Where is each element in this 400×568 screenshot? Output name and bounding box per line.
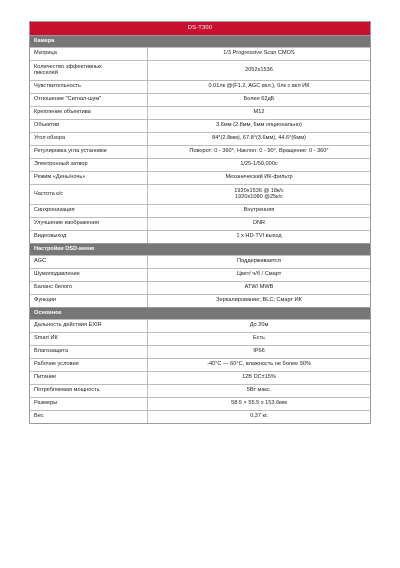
- spec-row: [30, 47, 370, 60]
- spec-row: [30, 106, 370, 119]
- spec-key: Частота к/с: [30, 185, 148, 204]
- spec-key: Чувствительность: [30, 81, 148, 93]
- spec-row: [30, 410, 370, 423]
- spec-key: AGC: [30, 256, 148, 268]
- spec-row: [30, 171, 370, 184]
- spec-key: Матрица: [30, 48, 148, 60]
- spec-row: [30, 93, 370, 106]
- spec-row: [30, 281, 370, 294]
- spec-value: Поддерживается: [237, 258, 281, 265]
- spec-row: [30, 397, 370, 410]
- spec-key: Регулировка угла установки: [30, 146, 148, 158]
- spec-value: 0.01лк @(F1.2, AGC вкл.), 0лк с вкл ИК: [208, 83, 310, 90]
- spec-row: [30, 204, 370, 217]
- spec-key: Количество эффективных пикселей: [30, 61, 148, 80]
- spec-key: Рабочие условия: [30, 359, 148, 371]
- spec-value: 5Вт макс.: [246, 387, 272, 394]
- spec-key: Видеовыход: [30, 231, 148, 243]
- spec-sections: [30, 35, 370, 423]
- spec-key: Smart ИК: [30, 333, 148, 345]
- spec-key: Вес: [30, 411, 148, 423]
- spec-row: [30, 132, 370, 145]
- spec-value: 0,37 кг.: [250, 413, 268, 420]
- spec-value: Цвет/ ч/б / Смарт: [236, 271, 282, 278]
- spec-row: [30, 184, 370, 204]
- spec-value: M12: [253, 109, 265, 116]
- spec-value: Механический ИК-фильтр: [225, 174, 293, 181]
- spec-row: [30, 384, 370, 397]
- spec-value: 12В DC±15%: [242, 374, 276, 381]
- spec-row: [30, 158, 370, 171]
- spec-key: Шумоподавление: [30, 269, 148, 281]
- spec-table: [29, 21, 371, 424]
- spec-value: Поворот: 0 - 360°, Наклон: 0 - 90°, Вращение: 0 - 360°: [189, 148, 329, 155]
- spec-row: [30, 230, 370, 243]
- spec-key: Крепление объектива: [30, 107, 148, 119]
- spec-value: ATW/ MWB: [244, 284, 274, 291]
- spec-key: Питание: [30, 372, 148, 384]
- spec-value: IP66: [253, 348, 265, 355]
- spec-row: [30, 217, 370, 230]
- spec-value: 84°(2.8мм), 67.8°(3.6мм), 44.6°(6мм): [212, 135, 306, 142]
- spec-value: Более 62дБ: [243, 96, 275, 103]
- spec-value: 3.6мм (2.8мм, 6мм опционально): [216, 122, 302, 129]
- spec-key: Угол обзора: [30, 133, 148, 145]
- spec-row: [30, 358, 370, 371]
- product-title: DS-T300: [30, 22, 370, 35]
- spec-value: 1920x1536 @ 18к/с 1920x1080 @25к/с: [234, 187, 284, 200]
- spec-row: [30, 294, 370, 307]
- spec-value: 58.5 × 55.5 x 153.6мм: [231, 400, 287, 407]
- spec-row: [30, 60, 370, 80]
- spec-value: -40°C — 60°C, влажность не более 90%: [207, 361, 311, 368]
- spec-row: [30, 145, 370, 158]
- section-header: Настройки OSD-меню: [30, 243, 370, 255]
- spec-row: [30, 345, 370, 358]
- spec-value: 2052x1536: [245, 66, 273, 73]
- spec-value: DNR: [252, 220, 266, 227]
- spec-row: [30, 119, 370, 132]
- spec-key: Размеры: [30, 398, 148, 410]
- spec-value: 1/25-1/50,000с: [240, 161, 278, 168]
- spec-row: [30, 255, 370, 268]
- spec-key: Функции: [30, 295, 148, 307]
- spec-key: Влагозащита: [30, 346, 148, 358]
- spec-key: Баланс белого: [30, 282, 148, 294]
- spec-key: Потребляемая мощность: [30, 385, 148, 397]
- spec-key: Дальность действия EXIR: [30, 320, 148, 332]
- section-header: Камера: [30, 35, 370, 47]
- spec-row: [30, 332, 370, 345]
- spec-row: [30, 371, 370, 384]
- spec-value: Зеркалирование; BLC; Смарт ИК: [216, 297, 302, 304]
- spec-row: [30, 80, 370, 93]
- spec-value: Есть: [253, 335, 265, 342]
- spec-value: 1 x HD-TVI выход: [236, 233, 282, 240]
- spec-value: Внутренняя: [243, 207, 275, 214]
- spec-key: Отношение "Сигнал-шум": [30, 94, 148, 106]
- spec-key: Улучшение изображения: [30, 218, 148, 230]
- spec-row: [30, 319, 370, 332]
- spec-key: Режим «День/ночь»: [30, 172, 148, 184]
- spec-key: Синхронизация: [30, 205, 148, 217]
- spec-row: [30, 268, 370, 281]
- spec-value: 1/3 Progressive Scan CMOS: [223, 50, 295, 57]
- spec-key: Объектив: [30, 120, 148, 132]
- spec-key: Электронный затвор: [30, 159, 148, 171]
- section-header: Основное: [30, 307, 370, 319]
- spec-value: До 20м: [249, 322, 269, 329]
